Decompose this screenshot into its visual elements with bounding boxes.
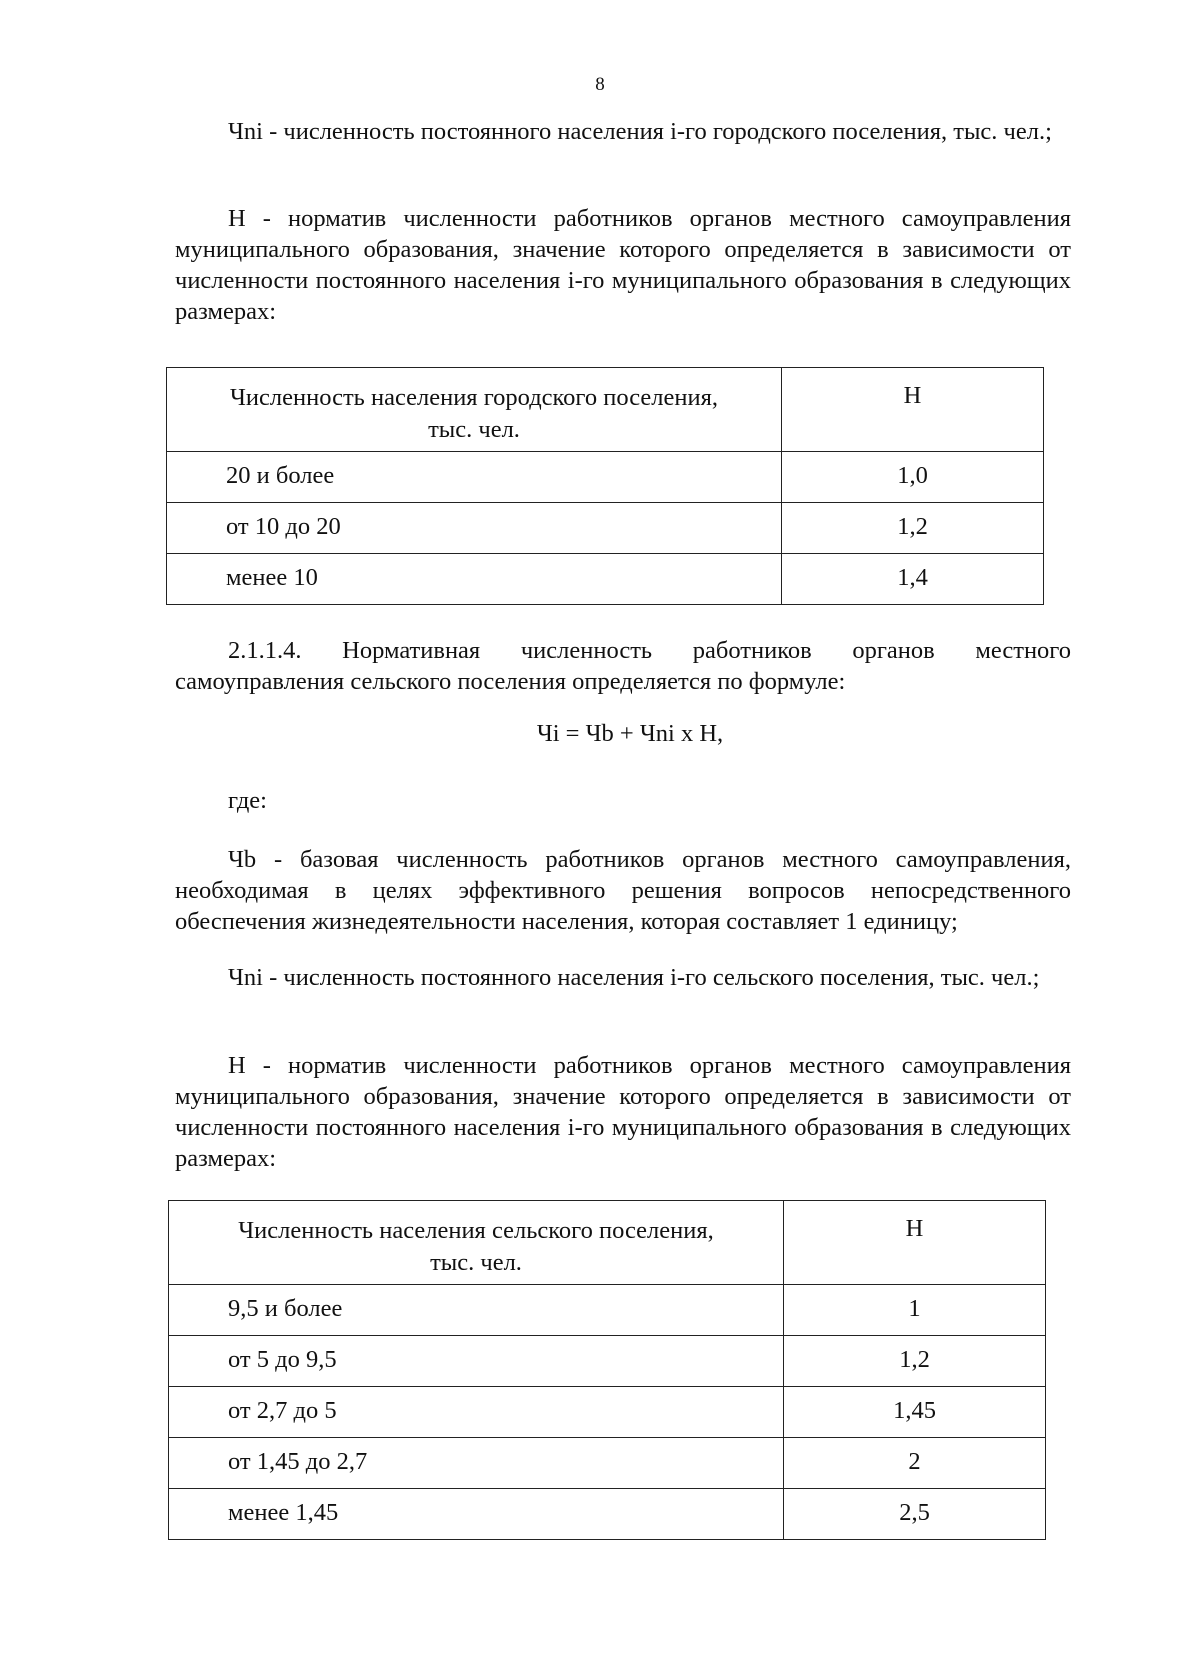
row-n-value: 1,2: [784, 1336, 1046, 1387]
table-row: [169, 1387, 1046, 1438]
table-row: [169, 1489, 1046, 1540]
table-header-row: [169, 1201, 1046, 1285]
paragraph-where: где:: [228, 787, 267, 814]
table-rural-norms: [168, 1200, 1046, 1540]
row-n-value: 2: [784, 1438, 1046, 1489]
paragraph-norm-urban: Н - норматив численности работников органов местного самоуправления муниципального образования, значение которого определяется в зависимости от численности постоянного населения i-го муниципального образования в следующих размерах:: [175, 205, 1071, 325]
row-n-value: 1,45: [784, 1387, 1046, 1438]
header-population-line2: тыс. чел.: [430, 1249, 522, 1276]
table-row: [169, 1438, 1046, 1489]
table-header-row: [167, 368, 1044, 452]
table-header-n: Н: [784, 1201, 1046, 1285]
paragraph-chb: Чb - базовая численность работников органов местного самоуправления, необходимая в целях эффективного решения вопросов непосредственного обеспечения жизнедеятельности населения, которая составляет 1 единицу;: [175, 846, 1071, 935]
row-range: 20 и более: [167, 452, 782, 503]
table-row: [167, 503, 1044, 554]
formula: Чi = Чb + Чni x Н,: [536, 720, 724, 747]
paragraph-chni-rural: Чni - численность постоянного населения i-го сельского поселения, тыс. чел.;: [228, 964, 1040, 991]
row-n-value: 2,5: [784, 1489, 1046, 1540]
row-n-value: 1: [784, 1285, 1046, 1336]
row-range: от 2,7 до 5: [169, 1387, 784, 1438]
row-n-value: 1,2: [782, 503, 1044, 554]
row-range: от 1,45 до 2,7: [169, 1438, 784, 1489]
row-range: менее 1,45: [169, 1489, 784, 1540]
header-population-line1: Численность населения сельского поселения,: [238, 1217, 714, 1244]
row-n-value: 1,4: [782, 554, 1044, 605]
paragraph-section-2-1-1-4: 2.1.1.4. Нормативная численность работников органов местного самоуправления сельского поселения определяется по формуле:: [175, 637, 1071, 695]
table-row: [167, 554, 1044, 605]
row-range: 9,5 и более: [169, 1285, 784, 1336]
paragraph-norm-rural: Н - норматив численности работников органов местного самоуправления муниципального образования, значение которого определяется в зависимости от численности постоянного населения i-го муниципального образования в следующих размерах:: [175, 1052, 1071, 1172]
row-range: от 10 до 20: [167, 503, 782, 554]
paragraph-chni-urban: Чni - численность постоянного населения i-го городского поселения, тыс. чел.;: [228, 118, 1052, 145]
table-row: [169, 1285, 1046, 1336]
row-range: от 5 до 9,5: [169, 1336, 784, 1387]
header-population-line2: тыс. чел.: [428, 416, 520, 443]
table-header-population: [169, 1201, 784, 1285]
table-urban-norms: [166, 367, 1044, 605]
table-header-n: Н: [782, 368, 1044, 452]
header-population-line1: Численность населения городского поселения,: [229, 384, 718, 411]
row-n-value: 1,0: [782, 452, 1044, 503]
table-header-population: [167, 368, 782, 452]
table-row: [169, 1336, 1046, 1387]
page-number: 8: [595, 74, 605, 95]
table-row: [167, 452, 1044, 503]
row-range: менее 10: [167, 554, 782, 605]
